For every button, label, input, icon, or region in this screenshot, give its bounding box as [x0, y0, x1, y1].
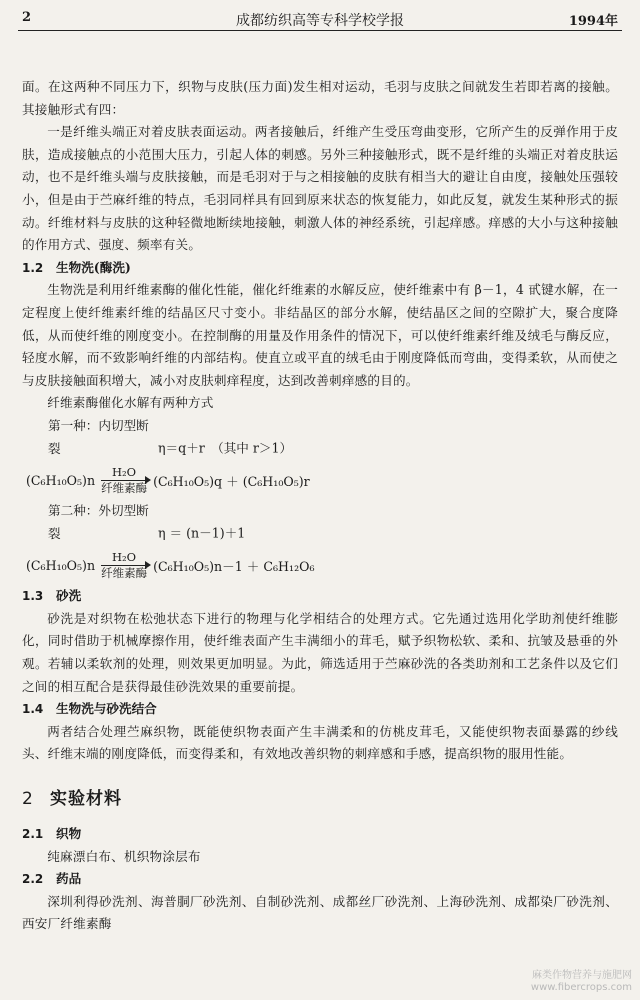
reaction-arrow: [101, 465, 147, 496]
paragraph: 生物洗是利用纤维素酶的催化性能，催化纤维素的水解反应，使纤维素中有 β－1，4 甙键水解，在一定程度上使纤维素纤维的结晶区尺寸变小。非结晶区的部分水解，使结晶区之间的空隙扩大，聚合度降低，从而使纤维的刚度变小。在控制酶的用量及作用条件的情况下，可以使纤维素纤维及绒毛与酶反应，轻度水解，而不致影响纤维的内部结构。使直立或平直的绒毛由于刚度降低而弯曲，变得柔软，从而使之与皮肤接触面积增大，减小对皮肤刺痒程度，达到改善刺痒感的目的。: [22, 282, 618, 388]
journal-title: 成都纺织高等专科学校学报: [236, 13, 404, 29]
equation-line: [22, 500, 618, 545]
page-number: 2: [22, 10, 32, 25]
section-heading-2-1: [22, 823, 618, 846]
section-number: 1.4: [22, 702, 44, 717]
reaction-arrow: [101, 550, 147, 581]
section-heading-1-2: [22, 257, 618, 280]
equation-label: 第二种：外切型断裂: [48, 503, 149, 541]
chapter-title: 实验材料: [50, 789, 122, 810]
section-title: 药品: [56, 871, 82, 887]
paragraph: 深圳利得砂洗剂、海普胴厂砂洗剂、自制砂洗剂、成都丝厂砂洗剂、上海砂洗剂、成都染厂砂洗剂、西安厂纤维素酶: [22, 893, 618, 932]
arrow-reagent: H₂O: [112, 549, 137, 564]
section-title: 砂洗: [56, 588, 82, 604]
section-title: 生物洗(酶洗): [56, 259, 131, 275]
arrow-line: [101, 480, 147, 481]
reactant: (C₆H₁₀O₅)n: [26, 557, 96, 573]
chapter-heading-2: [22, 784, 618, 809]
arrow-catalyst: 纤维素酶: [101, 480, 148, 495]
section-number: 1.3: [22, 589, 44, 604]
paragraph: 纯麻漂白布、机织物涂层布: [47, 848, 201, 864]
watermark-url: www.fibercrops.com: [530, 982, 632, 993]
reaction-equation: [22, 460, 618, 500]
section-number: 2.1: [22, 827, 44, 842]
equation-line: [22, 415, 618, 460]
section-heading-1-4: [22, 698, 618, 721]
product: (C₆H₁₀O₅)n－1 ＋ C₆H₁₂O₆: [153, 558, 315, 574]
equation-formula: η ＝ (n－1)＋1: [158, 525, 246, 541]
arrow-line: [101, 565, 147, 566]
watermark-site-name: 麻类作物营养与施肥网: [532, 970, 632, 981]
paragraph: 一是纤维头端正对着皮肤表面运动。两者接触后，纤维产生受压弯曲变形，它所产生的反弹作用于皮肤，造成接触点的小范围大压力，引起人体的刺感。另外三种接触形式，既不是纤维的头端正对着皮肤运动，也不是纤维头端与皮肤接触，而是毛羽对于与之相接触的皮肤有相当大的避让自由度，接触处压强较小，但是由于苎麻纤维的特点，毛羽同样具有回到原来状态的恢复能力，如此反复，就发生某种形式的振动。纤维材料与皮肤的这种轻微地断续地接触，刺激人体的神经系统，引起痒感。痒感的大小与这种接触的作用方式、强度、频率有关。: [22, 124, 618, 253]
chapter-number: 2: [22, 789, 34, 810]
section-title: 织物: [56, 826, 82, 842]
reaction-equation: [22, 545, 618, 585]
reactant: (C₆H₁₀O₅)n: [26, 472, 96, 488]
article-body: [22, 76, 618, 936]
equation-label: 第一种：内切型断裂: [48, 417, 149, 456]
section-number: 2.2: [22, 872, 44, 887]
section-heading-2-2: [22, 868, 618, 891]
arrow-catalyst: 纤维素酶: [101, 565, 148, 580]
paragraph: 两者结合处理苎麻织物，既能使织物表面产生丰满柔和的仿桃皮茸毛，又能使织物表面暴露的纱线头、纤维末端的刚度降低，而变得柔和，有效地改善织物的刺痒感和手感，提高织物的服用性能。: [22, 723, 618, 762]
equation-formula: η＝q＋r （其中 r＞1）: [158, 440, 293, 456]
publication-year: 1994年: [568, 14, 618, 29]
arrow-reagent: H₂O: [112, 464, 137, 479]
paragraph: 砂洗是对织物在松弛状态下进行的物理与化学相结合的处理方式。它先通过选用化学助剂使纤维膨化，同时借助于机械摩擦作用，使纤维表面产生丰满细小的茸毛，赋予织物松软、柔和、抗皱及悬垂的外观。若辅以柔软剂的处理，则效果更加明显。为此，筛选适用于苎麻砂洗的各类助剂和工艺条件以及它们之间的相互配合是获得最佳砂洗效果的重要前提。: [22, 610, 618, 694]
product: (C₆H₁₀O₅)q ＋ (C₆H₁₀O₅)r: [153, 473, 310, 489]
section-heading-1-3: [22, 585, 618, 608]
paragraph: 纤维素酶催化水解有两种方式: [47, 395, 214, 411]
section-number: 1.2: [22, 260, 44, 275]
section-title: 生物洗与砂洗结合: [56, 701, 157, 717]
paragraph: 面。在这两种不同压力下，织物与皮肤(压力面)发生相对运动，毛羽与皮肤之间就发生若即若离的接触。其接触形式有四：: [22, 79, 618, 117]
watermark: [531, 970, 632, 994]
running-header: [18, 4, 622, 31]
